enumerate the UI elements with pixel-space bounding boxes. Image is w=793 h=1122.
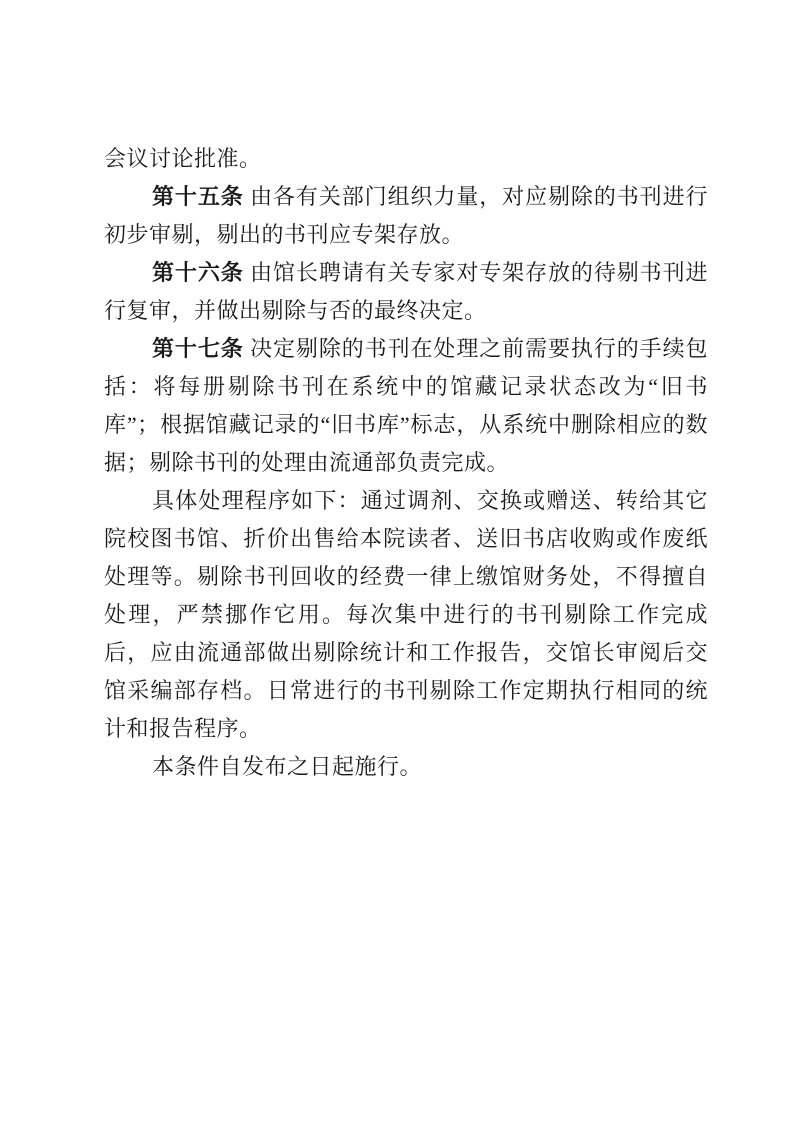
paragraph <box>104 254 708 330</box>
paragraph <box>104 748 708 786</box>
text-run: 由各有关部门组织力量，对应剔除的书刊进行初步审剔，剔出的书刊应专架存放。 <box>104 184 708 247</box>
paragraph <box>104 482 708 748</box>
text-run: 由馆长聘请有关专家对专架存放的待剔书刊进行复审，并做出剔除与否的最终决定。 <box>104 260 708 323</box>
article-number: 第十六条 <box>152 260 244 285</box>
text-run: 具体处理程序如下：通过调剂、交换或赠送、转给其它院校图书馆、折价出售给本院读者、送旧书店收购或作废纸处理等。剔除书刊回收的经费一律上缴馆财务处，不得擅自处理，严禁挪作它用。每次集中进行的书刊剔除工作完成后，应由流通部做出剔除统计和工作报告，交馆长审阅后交馆采编部存档。日常进行的书刊剔除工作定期执行相同的统计和报告程序。 <box>104 488 708 741</box>
document-body <box>104 140 708 786</box>
article-number: 第十七条 <box>152 336 244 361</box>
paragraph <box>104 178 708 254</box>
text-run: 会议讨论批准。 <box>104 146 262 171</box>
article-number: 第十五条 <box>152 184 244 209</box>
text-run: 决定剔除的书刊在处理之前需要执行的手续包括：将每册剔除书刊在系统中的馆藏记录状态改为“旧书库”；根据馆藏记录的“旧书库”标志，从系统中删除相应的数据；剔除书刊的处理由流通部负责完成。 <box>104 336 708 475</box>
text-run: 本条件自发布之日起施行。 <box>152 754 423 779</box>
paragraph <box>104 140 708 178</box>
paragraph <box>104 330 708 482</box>
